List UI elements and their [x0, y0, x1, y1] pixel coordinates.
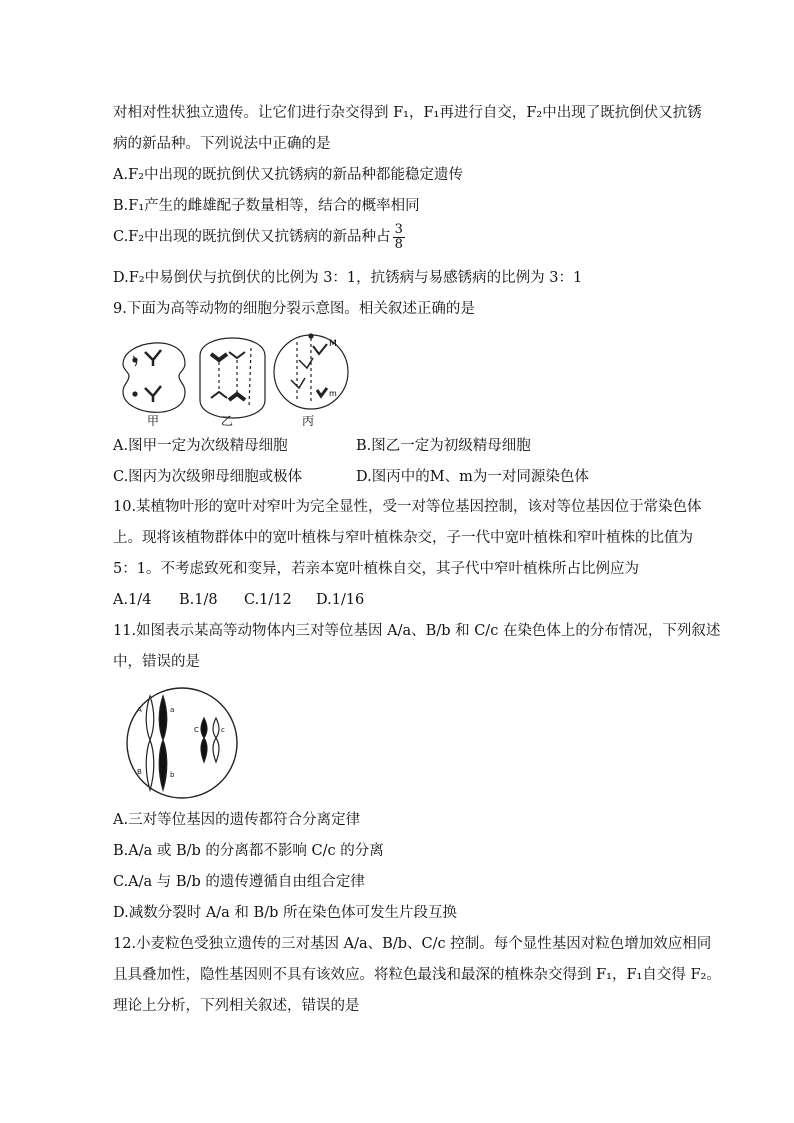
- q12-stem-line2: 且具叠加性，隐性基因则不具有该效应。将粒色最浅和最深的植株杂交得到 F₁，F₁自交得 F₂。: [113, 967, 721, 983]
- fraction: [393, 223, 405, 252]
- q10-option-a: A.1/4: [113, 592, 152, 608]
- cell-jia-diagram: [123, 343, 185, 412]
- q8-stem-line2: 病的新品种。下列说法中正确的是: [113, 136, 331, 152]
- chromosome-pair-1: [146, 696, 167, 790]
- cell-bing-diagram: [274, 334, 348, 409]
- q10-option-c: C.1/12: [244, 592, 292, 608]
- q9-option-c: C.图丙为次级卵母细胞或极体: [113, 469, 303, 485]
- fraction-numerator: 3: [394, 221, 403, 237]
- q12-stem-line1: 12.小麦粒色受独立遗传的三对基因 A/a、B/b、C/c 控制。每个显性基因对粒色增加效应相同: [113, 936, 712, 952]
- q10-option-b: B.1/8: [179, 592, 218, 608]
- label-M: M: [329, 339, 337, 349]
- fraction-denominator: 8: [394, 236, 403, 252]
- caption-jia: 甲: [147, 414, 160, 428]
- caption-yi: 乙: [221, 414, 234, 428]
- chromosome-pair-2: [201, 718, 219, 762]
- gene-label-C: C: [194, 726, 199, 734]
- q11-option-a: A.三对等位基因的遗传都符合分离定律: [113, 812, 361, 828]
- cell-yi-diagram: [200, 338, 265, 418]
- q9-stem: 9.下面为高等动物的细胞分裂示意图。相关叙述正确的是: [113, 301, 475, 317]
- q11-option-b: B.A/a 或 B/b 的分离都不影响 C/c 的分离: [113, 843, 384, 859]
- gene-label-B: B: [137, 768, 142, 776]
- q11-stem-line1: 11.如图表示某高等动物体内三对等位基因 A/a、B/b 和 C/c 在染色体上的分布情况，下列叙述: [113, 623, 721, 639]
- q9-options-row1: [113, 436, 531, 456]
- q11-option-c: C.A/a 与 B/b 的遗传遵循自由组合定律: [113, 874, 365, 890]
- q8-option-c-text: C.F₂中出现的既抗倒伏又抗锈病的新品种占: [113, 229, 391, 245]
- q8-option-a: A.F₂中出现的既抗倒伏又抗锈病的新品种都能稳定遗传: [113, 167, 463, 183]
- q8-stem-line1: 对相对性状独立遗传。让它们进行杂交得到 F₁，F₁再进行自交，F₂中出现了既抗倒伏又抗锈: [113, 105, 702, 121]
- q9-option-a: A.图甲一定为次级精母细胞: [113, 438, 288, 454]
- gene-label-a: a: [170, 706, 175, 714]
- gene-label-b: b: [170, 771, 175, 779]
- q12-stem-line3: 理论上分析，下列相关叙述，错误的是: [113, 998, 360, 1014]
- q10-stem-line1: 10.某植物叶形的宽叶对窄叶为完全显性，受一对等位基因控制，该对等位基因位于常染色体: [113, 499, 702, 515]
- q10-option-d: D.1/16: [316, 592, 365, 608]
- q8-option-d: D.F₂中易倒伏与抗倒伏的比例为 3：1，抗锈病与易感锈病的比例为 3：1: [113, 270, 583, 286]
- q9-options-row2: [113, 467, 589, 487]
- q9-option-b: B.图乙一定为初级精母细胞: [356, 438, 531, 454]
- label-m: m: [329, 389, 337, 398]
- q11-option-d: D.减数分裂时 A/a 和 B/b 所在染色体可发生片段互换: [113, 905, 457, 921]
- q10-stem-line2: 上。现将该植物群体中的宽叶植株与窄叶植株杂交，子一代中宽叶植株和窄叶植株的比值为: [113, 530, 693, 546]
- gene-label-A: A: [137, 706, 142, 714]
- q10-stem-line3: 5：1。不考虑致死和变异，若亲本宽叶植株自交，其子代中窄叶植株所占比例应为: [113, 561, 639, 577]
- gene-label-c: c: [221, 726, 225, 734]
- q11-stem-line2: 中，错误的是: [113, 654, 200, 670]
- q9-option-d: D.图丙中的M、m为一对同源染色体: [356, 469, 589, 485]
- caption-bing: 丙: [302, 414, 315, 428]
- chromosome-figure: [116, 684, 248, 802]
- q8-option-b: B.F₁产生的雌雄配子数量相等，结合的概率相同: [113, 198, 420, 214]
- q8-option-c: [113, 220, 405, 254]
